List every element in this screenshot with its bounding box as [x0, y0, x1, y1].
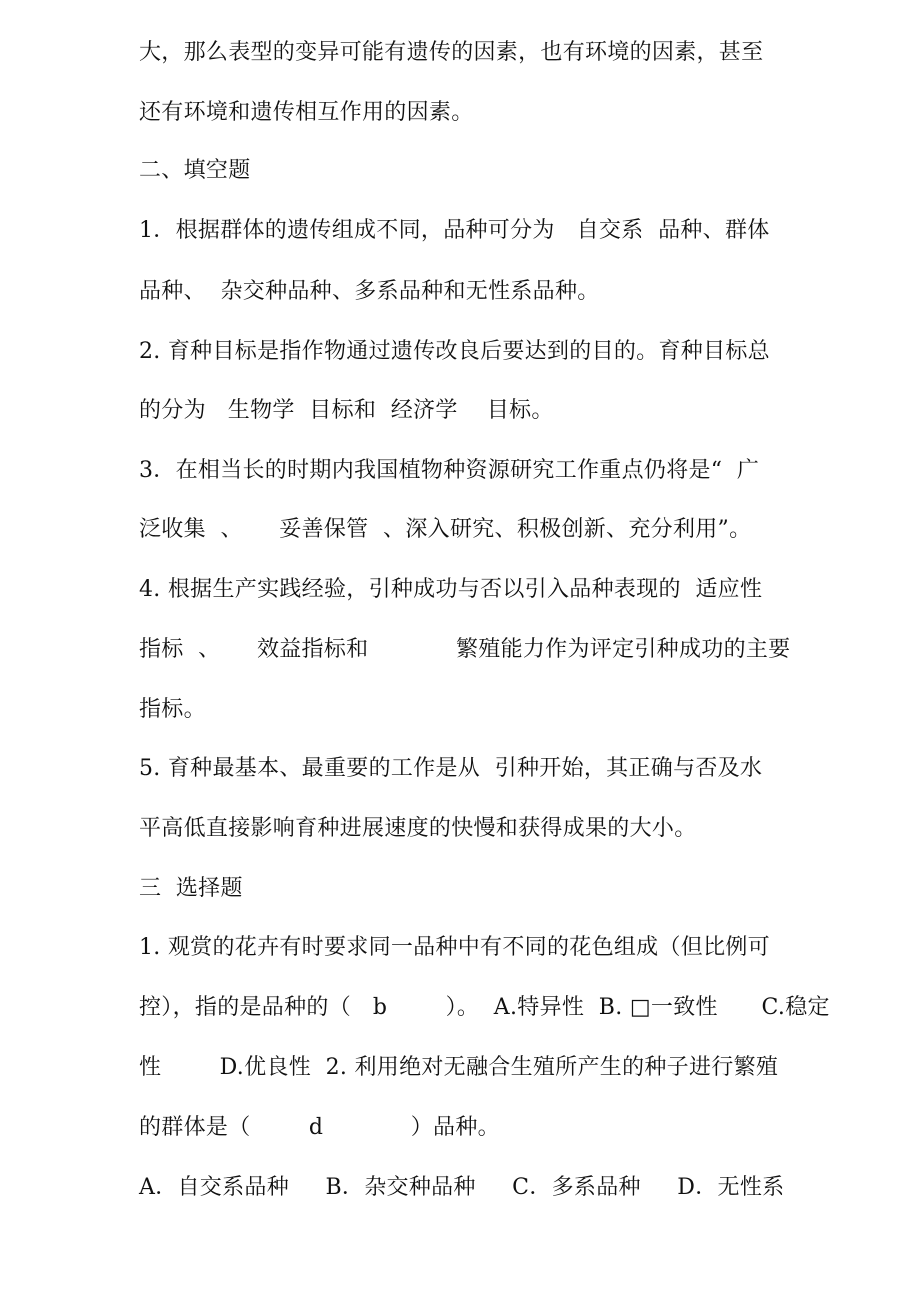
text-line-17: 控），指的是品种的（ b ）。 A.特异性 B. □一致性 C.稳定 [139, 995, 830, 1020]
text-line-6: 2. 育种目标是指作物通过遗传改良后要达到的目的。育种目标总 [139, 339, 770, 364]
text-line-13: 5. 育种最基本、最重要的工作是从 引种开始，其正确与否及水 [139, 756, 763, 781]
text-line-10: 4. 根据生产实践经验，引种成功与否以引入品种表现的 适应性 [139, 577, 763, 602]
text-line-2: 还有环境和遗传相互作用的因素。 [139, 100, 474, 125]
text-line-1: 大，那么表型的变异可能有遗传的因素，也有环境的因素，甚至 [139, 40, 764, 65]
text-line-20: A．自交系品种 B．杂交种品种 C．多系品种 D．无性系 [139, 1175, 785, 1200]
text-line-18: 性 D.优良性 2. 利用绝对无融合生殖所产生的种子进行繁殖 [139, 1055, 779, 1080]
text-line-16: 1. 观赏的花卉有时要求同一品种中有不同的花色组成（但比例可 [139, 935, 770, 960]
text-line-4: 1．根据群体的遗传组成不同，品种可分为 自交系 品种、群体 [139, 218, 770, 243]
section-heading-choice: 三 选择题 [139, 876, 243, 901]
text-line-5: 品种、 杂交种品种、多系品种和无性系品种。 [139, 279, 600, 304]
text-line-11: 指标 、 效益指标和 繁殖能力作为评定引种成功的主要 [139, 637, 791, 662]
text-line-9: 泛收集 、 妥善保管 、深入研究、积极创新、充分利用”。 [139, 517, 752, 542]
text-line-12: 指标。 [139, 697, 206, 722]
text-line-7: 的分为 生物学 目标和 经济学 目标。 [139, 398, 554, 423]
text-line-8: 3．在相当长的时期内我国植物种资源研究工作重点仍将是“ 广 [139, 458, 760, 483]
text-line-14: 平高低直接影响育种进展速度的快慢和获得成果的大小。 [139, 816, 697, 841]
section-heading-fill-in: 二、填空题 [139, 158, 251, 183]
text-line-19: 的群体是（ d ）品种。 [139, 1115, 500, 1140]
